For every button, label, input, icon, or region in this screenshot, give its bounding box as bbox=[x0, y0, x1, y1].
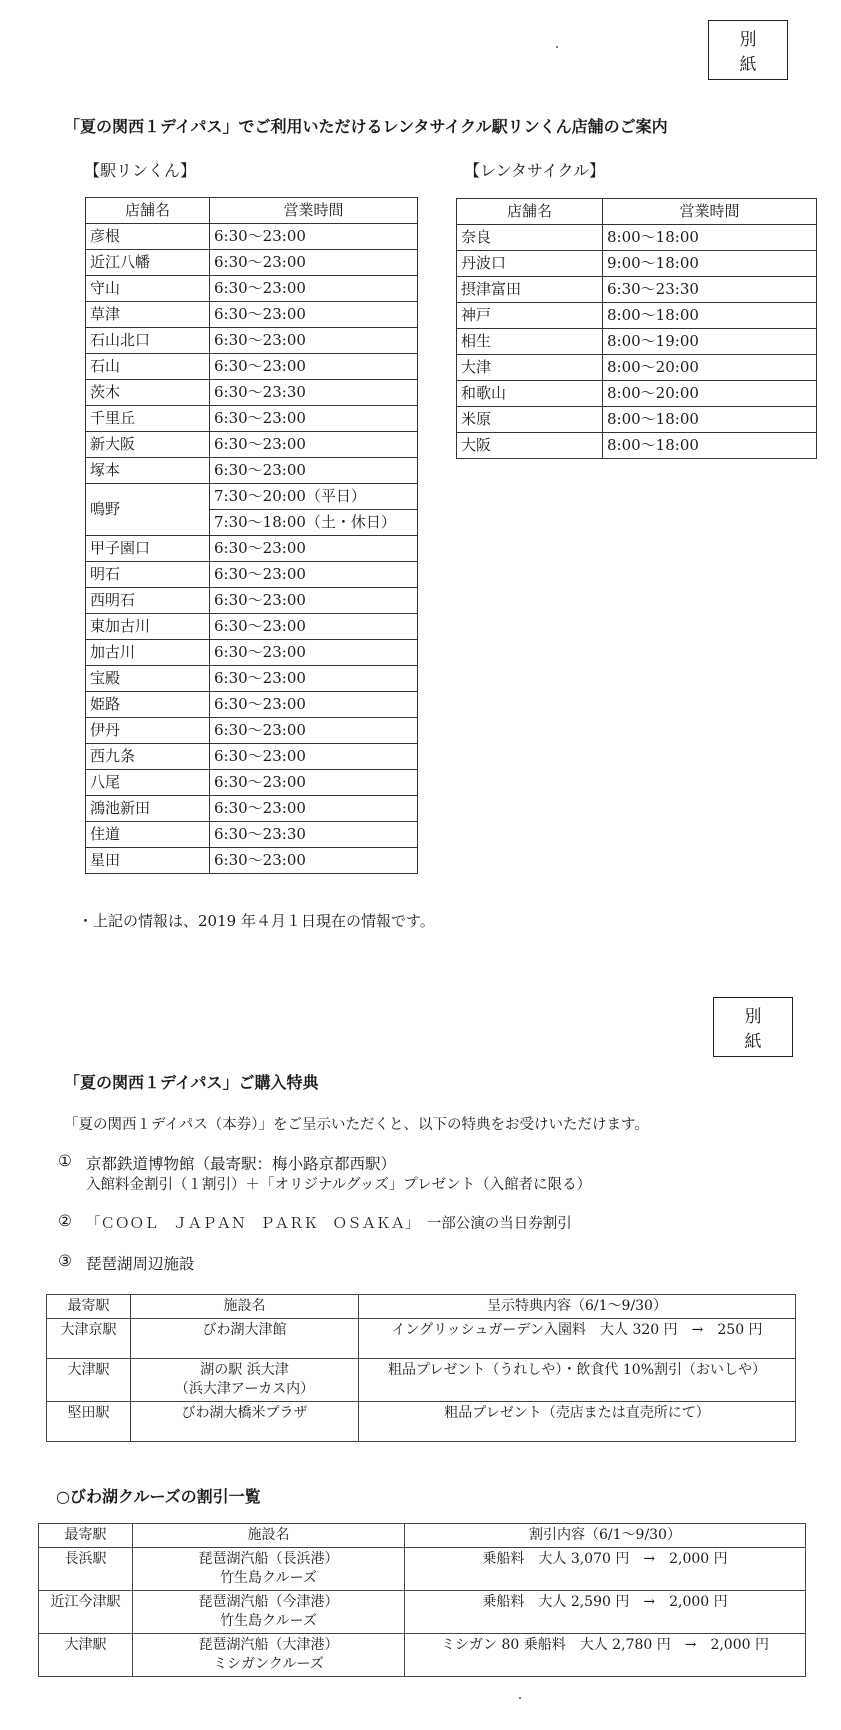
column-header-store: 店舗名 bbox=[86, 198, 210, 224]
facility-name bbox=[131, 1359, 359, 1402]
station-name: 大津駅 bbox=[39, 1634, 133, 1677]
store-name: 石山北口 bbox=[86, 328, 210, 354]
facility-name bbox=[131, 1319, 359, 1359]
column-header-hours: 営業時間 bbox=[603, 199, 817, 225]
store-hours: 6:30〜23:00 bbox=[210, 718, 418, 744]
table-row bbox=[457, 277, 817, 303]
table-row bbox=[39, 1548, 806, 1591]
store-hours: 6:30〜23:00 bbox=[210, 796, 418, 822]
store-name: 相生 bbox=[457, 329, 603, 355]
table-row bbox=[457, 433, 817, 459]
store-hours: 6:30〜23:00 bbox=[210, 328, 418, 354]
benefit-detail: イングリッシュガーデン入園料 大人 320 円 → 250 円 bbox=[359, 1319, 796, 1359]
table-row bbox=[86, 328, 418, 354]
store-hours: 6:30〜23:00 bbox=[210, 432, 418, 458]
store-hours: 6:30〜23:00 bbox=[210, 302, 418, 328]
item1-detail: 入館料金割引（１割引）＋「オリジナルグッズ」プレゼント（入館者に限る） bbox=[86, 1177, 592, 1193]
item3-title: 琵琶湖周辺施設 bbox=[86, 1255, 195, 1273]
store-name: 神戸 bbox=[457, 303, 603, 329]
store-name: 丹波口 bbox=[457, 251, 603, 277]
table-row bbox=[86, 432, 418, 458]
table-row bbox=[86, 354, 418, 380]
benefit-detail: 粗品プレゼント（売店または直売所にて） bbox=[359, 1402, 796, 1442]
column-header-store: 店舗名 bbox=[457, 199, 603, 225]
store-name: 石山 bbox=[86, 354, 210, 380]
store-hours: 6:30〜23:00 bbox=[210, 536, 418, 562]
store-name: 守山 bbox=[86, 276, 210, 302]
store-name: 宝殿 bbox=[86, 666, 210, 692]
table-row bbox=[86, 744, 418, 770]
store-name: 塚本 bbox=[86, 458, 210, 484]
table-row bbox=[86, 848, 418, 874]
store-name: 草津 bbox=[86, 302, 210, 328]
scan-dot bbox=[556, 46, 558, 48]
attachment-label-2: 別 紙 bbox=[713, 997, 793, 1057]
store-hours: 6:30〜23:00 bbox=[210, 276, 418, 302]
facility-line: 琵琶湖汽船（今津港） bbox=[198, 1594, 339, 1610]
store-hours: 8:00〜18:00 bbox=[603, 225, 817, 251]
biwa-facilities-table bbox=[46, 1294, 796, 1442]
store-name: 和歌山 bbox=[457, 381, 603, 407]
item2-detail: 「ＣＯＯＬ ＪＡＰＡＮ ＰＡＲＫ ＯＳＡＫＡ」 一部公演の当日券割引 bbox=[86, 1216, 572, 1232]
ekirin-table bbox=[85, 197, 418, 874]
benefits-intro: 「夏の関西１デイパス（本券）」をご呈示いただくと、以下の特典をお受けいただけます。 bbox=[64, 1117, 649, 1133]
table-row bbox=[86, 796, 418, 822]
table-row bbox=[457, 225, 817, 251]
store-name: 鳴野 bbox=[86, 484, 210, 536]
station-name: 大津駅 bbox=[47, 1359, 131, 1402]
facility-name bbox=[133, 1634, 405, 1677]
cruise-title: ○びわ湖クルーズの割引一覧 bbox=[56, 1487, 261, 1506]
store-name: 大津 bbox=[457, 355, 603, 381]
store-name: 甲子園口 bbox=[86, 536, 210, 562]
table-row bbox=[39, 1591, 806, 1634]
station-name: 大津京駅 bbox=[47, 1319, 131, 1359]
store-name: 大阪 bbox=[457, 433, 603, 459]
table-header-row bbox=[86, 198, 418, 224]
station-name: 堅田駅 bbox=[47, 1402, 131, 1442]
table-row bbox=[86, 224, 418, 250]
store-hours: 6:30〜23:00 bbox=[210, 666, 418, 692]
table-row bbox=[86, 458, 418, 484]
rental-heading: 【レンタサイクル】 bbox=[464, 161, 606, 180]
store-hours: 8:00〜20:00 bbox=[603, 355, 817, 381]
store-hours: 6:30〜23:00 bbox=[210, 588, 418, 614]
table-row bbox=[86, 640, 418, 666]
store-name: 近江八幡 bbox=[86, 250, 210, 276]
facility-name bbox=[133, 1591, 405, 1634]
table-row bbox=[86, 588, 418, 614]
facility-subline: ミシガンクルーズ bbox=[213, 1656, 324, 1672]
benefit-detail: ミシガン 80 乗船料 大人 2,780 円 → 2,000 円 bbox=[405, 1634, 806, 1677]
table-row bbox=[86, 484, 418, 510]
store-hours: 6:30〜23:00 bbox=[210, 848, 418, 874]
facility-line: びわ湖大橋米プラザ bbox=[181, 1405, 308, 1421]
table-row bbox=[86, 614, 418, 640]
table-row bbox=[86, 692, 418, 718]
store-hours: 6:30〜23:30 bbox=[210, 822, 418, 848]
table-row bbox=[86, 302, 418, 328]
column-header-station: 最寄駅 bbox=[39, 1524, 133, 1548]
table-header-row bbox=[457, 199, 817, 225]
facility-line: 琵琶湖汽船（長浜港） bbox=[198, 1551, 339, 1567]
store-hours: 6:30〜23:00 bbox=[210, 406, 418, 432]
store-hours: 6:30〜23:00 bbox=[210, 224, 418, 250]
item1-title: 京都鉄道博物館（最寄駅：梅小路京都西駅） bbox=[86, 1155, 397, 1173]
column-header-hours: 営業時間 bbox=[210, 198, 418, 224]
table-row bbox=[86, 406, 418, 432]
store-name: 新大阪 bbox=[86, 432, 210, 458]
column-header-benefit: 呈示特典内容（6/1〜9/30） bbox=[359, 1295, 796, 1319]
table-row bbox=[457, 381, 817, 407]
table-row bbox=[86, 718, 418, 744]
facility-line: 琵琶湖汽船（大津港） bbox=[198, 1637, 339, 1653]
table-row bbox=[86, 822, 418, 848]
station-name: 長浜駅 bbox=[39, 1548, 133, 1591]
store-name: 摂津富田 bbox=[457, 277, 603, 303]
column-header-discount: 割引内容（6/1〜9/30） bbox=[405, 1524, 806, 1548]
benefit-detail: 乗船料 大人 2,590 円 → 2,000 円 bbox=[405, 1591, 806, 1634]
station-name: 近江今津駅 bbox=[39, 1591, 133, 1634]
table-row bbox=[86, 276, 418, 302]
store-hours: 6:30〜23:00 bbox=[210, 744, 418, 770]
facility-line: 湖の駅 浜大津 bbox=[200, 1362, 289, 1378]
rental-table bbox=[456, 198, 817, 459]
store-name: 奈良 bbox=[457, 225, 603, 251]
store-hours: 6:30〜23:00 bbox=[210, 640, 418, 666]
store-name: 加古川 bbox=[86, 640, 210, 666]
store-hours: 6:30〜23:00 bbox=[210, 458, 418, 484]
table-row bbox=[86, 250, 418, 276]
store-hours: 6:30〜23:00 bbox=[210, 250, 418, 276]
table-row bbox=[39, 1634, 806, 1677]
page-title: 「夏の関西１デイパス」でご利用いただけるレンタサイクル駅リンくん店舗のご案内 bbox=[64, 117, 668, 136]
table-row bbox=[457, 303, 817, 329]
store-hours: 8:00〜18:00 bbox=[603, 433, 817, 459]
store-hours: 6:30〜23:00 bbox=[210, 692, 418, 718]
facility-name bbox=[131, 1402, 359, 1442]
table-row bbox=[86, 770, 418, 796]
store-hours: 6:30〜23:00 bbox=[210, 614, 418, 640]
facility-subline: 竹生島クルーズ bbox=[220, 1613, 317, 1629]
table-row bbox=[457, 251, 817, 277]
store-name: 千里丘 bbox=[86, 406, 210, 432]
benefit-detail: 粗品プレゼント（うれしや）・飲食代 10%割引（おいしや） bbox=[359, 1359, 796, 1402]
item1-number: ① bbox=[58, 1152, 72, 1170]
store-hours: 6:30〜23:00 bbox=[210, 562, 418, 588]
table-row bbox=[47, 1359, 796, 1402]
store-hours: 7:30〜20:00（平日） bbox=[210, 484, 418, 510]
store-hours: 6:30〜23:30 bbox=[210, 380, 418, 406]
benefit-detail: 乗船料 大人 3,070 円 → 2,000 円 bbox=[405, 1548, 806, 1591]
table-header-row bbox=[47, 1295, 796, 1319]
table-header-row bbox=[39, 1524, 806, 1548]
store-name: 伊丹 bbox=[86, 718, 210, 744]
facility-line: びわ湖大津館 bbox=[202, 1322, 287, 1338]
cruise-discount-table bbox=[38, 1523, 806, 1677]
table-row bbox=[47, 1402, 796, 1442]
store-name: 明石 bbox=[86, 562, 210, 588]
store-hours: 6:30〜23:30 bbox=[603, 277, 817, 303]
store-hours: 8:00〜18:00 bbox=[603, 407, 817, 433]
table-row bbox=[86, 666, 418, 692]
store-hours: 8:00〜20:00 bbox=[603, 381, 817, 407]
item2-number: ② bbox=[58, 1212, 72, 1230]
facility-name bbox=[133, 1548, 405, 1591]
column-header-facility: 施設名 bbox=[131, 1295, 359, 1319]
table-row bbox=[86, 380, 418, 406]
store-hours: 6:30〜23:00 bbox=[210, 354, 418, 380]
store-hours: 8:00〜19:00 bbox=[603, 329, 817, 355]
store-name: 姫路 bbox=[86, 692, 210, 718]
store-name: 八尾 bbox=[86, 770, 210, 796]
table-row bbox=[47, 1319, 796, 1359]
store-name: 米原 bbox=[457, 407, 603, 433]
store-hours: 8:00〜18:00 bbox=[603, 303, 817, 329]
store-name: 西明石 bbox=[86, 588, 210, 614]
benefits-title: 「夏の関西１デイパス」ご購入特典 bbox=[64, 1073, 319, 1092]
store-name: 茨木 bbox=[86, 380, 210, 406]
facility-subline: 竹生島クルーズ bbox=[220, 1570, 317, 1586]
ekirin-heading: 【駅リンくん】 bbox=[84, 161, 197, 180]
item3-number: ③ bbox=[58, 1252, 72, 1270]
store-name: 彦根 bbox=[86, 224, 210, 250]
scan-dot bbox=[519, 1697, 521, 1699]
table-row bbox=[86, 536, 418, 562]
store-name: 星田 bbox=[86, 848, 210, 874]
store-hours: 9:00〜18:00 bbox=[603, 251, 817, 277]
store-name: 西九条 bbox=[86, 744, 210, 770]
attachment-label: 別 紙 bbox=[708, 20, 788, 80]
column-header-station: 最寄駅 bbox=[47, 1295, 131, 1319]
store-name: 鴻池新田 bbox=[86, 796, 210, 822]
info-note: ・上記の情報は、2019 年４月１日現在の情報です。 bbox=[78, 912, 435, 930]
store-hours: 7:30〜18:00（土・休日） bbox=[210, 510, 418, 536]
table-row bbox=[457, 407, 817, 433]
column-header-facility: 施設名 bbox=[133, 1524, 405, 1548]
table-row bbox=[86, 562, 418, 588]
store-hours: 6:30〜23:00 bbox=[210, 770, 418, 796]
table-row bbox=[457, 329, 817, 355]
store-name: 住道 bbox=[86, 822, 210, 848]
store-name: 東加古川 bbox=[86, 614, 210, 640]
table-row bbox=[457, 355, 817, 381]
facility-subline: （浜大津アーカス内） bbox=[174, 1381, 315, 1397]
